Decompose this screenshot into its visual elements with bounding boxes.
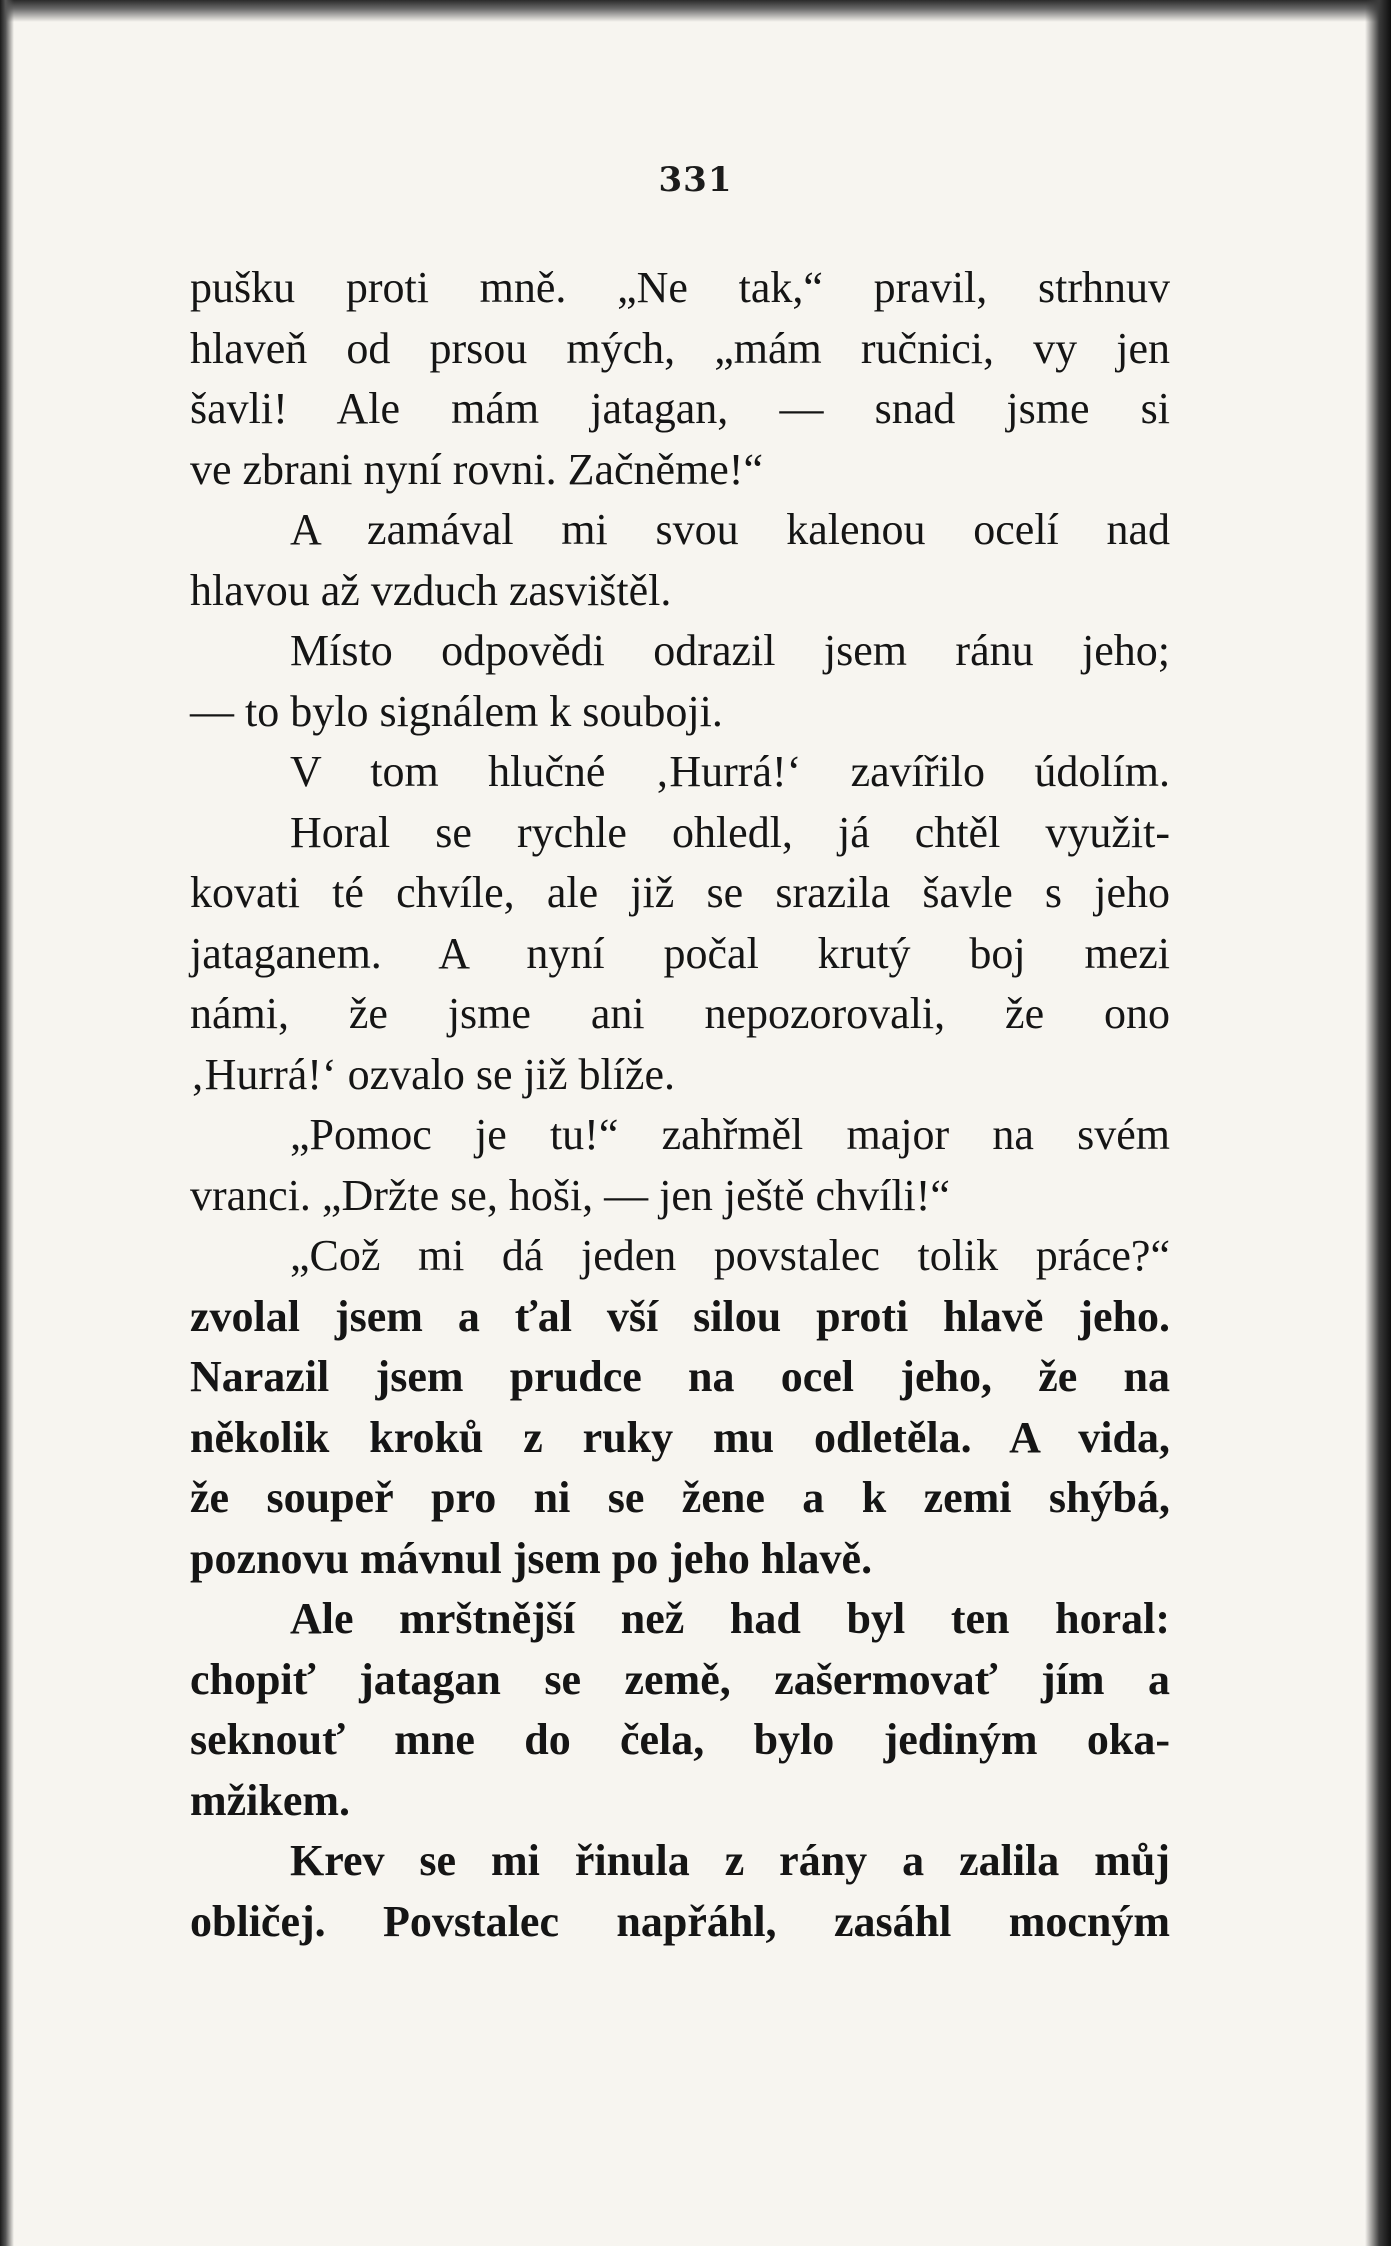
scan-edge-right [1365,0,1391,2246]
text-line: Místo odpovědi odrazil jsem ránu jeho; [290,626,1170,675]
text-line: že soupeř pro ni se žene a k zemi shýbá, [190,1473,1170,1522]
text-line: šavli! Ale mám jatagan, — snad jsme si [190,384,1170,433]
text-line: ‚Hurrá!‘ ozvalo se již blíže. [190,1049,675,1099]
text-line: V tom hlučné ‚Hurrá!‘ zavířilo údolím. [290,747,1170,796]
body-text [190,258,1170,1952]
text-line: Krev se mi řinula z rány a zalila můj [290,1836,1170,1885]
scan-edge-top [0,0,1391,22]
text-line: zvolal jsem a ťal vší silou proti hlavě jeho. [190,1291,1170,1341]
text-line: hlaveň od prsou mých, „mám ručnici, vy jen [190,323,1170,373]
text-line: kovati té chvíle, ale již se srazila šavle s jeho [190,868,1170,917]
text-line: několik kroků z ruky mu odletěla. A vida, [190,1412,1170,1462]
text-line: námi, že jsme ani nepozorovali, že ono [190,989,1170,1038]
text-line: Narazil jsem prudce na ocel jeho, že na [190,1352,1170,1401]
text-line: „Pomoc je tu!“ zahřměl major na svém [290,1110,1170,1159]
scan-edge-left [0,0,14,2246]
text-line: seknouť mne do čela, bylo jediným oka- [190,1715,1170,1764]
page-number: 331 [658,160,733,200]
text-line: pušku proti mně. „Ne tak,“ pravil, strhnuv [190,263,1170,312]
text-line: hlavou až vzduch zasvištěl. [190,565,672,615]
text-line: jataganem. A nyní počal krutý boj mezi [190,928,1170,978]
text-line: „Což mi dá jeden povstalec tolik práce?“ [290,1231,1170,1280]
text-line: vranci. „Držte se, hoši, — jen ještě chvíli!“ [190,1170,950,1220]
text-line: Ale mrštnější než had byl ten horal: [290,1594,1170,1643]
text-line: ve zbrani nyní rovni. Začněme!“ [190,444,763,494]
text-line: — to bylo signálem k souboji. [190,686,723,736]
text-line: A zamával mi svou kalenou ocelí nad [290,505,1170,554]
text-line: chopiť jatagan se země, zašermovať jím a [190,1654,1170,1704]
text-line: Horal se rychle ohledl, já chtěl využit- [290,807,1170,857]
text-line: mžikem. [190,1775,351,1825]
text-line: poznovu mávnul jsem po jeho hlavě. [190,1533,873,1583]
text-line: obličej. Povstalec napřáhl, zasáhl mocným [190,1896,1170,1946]
